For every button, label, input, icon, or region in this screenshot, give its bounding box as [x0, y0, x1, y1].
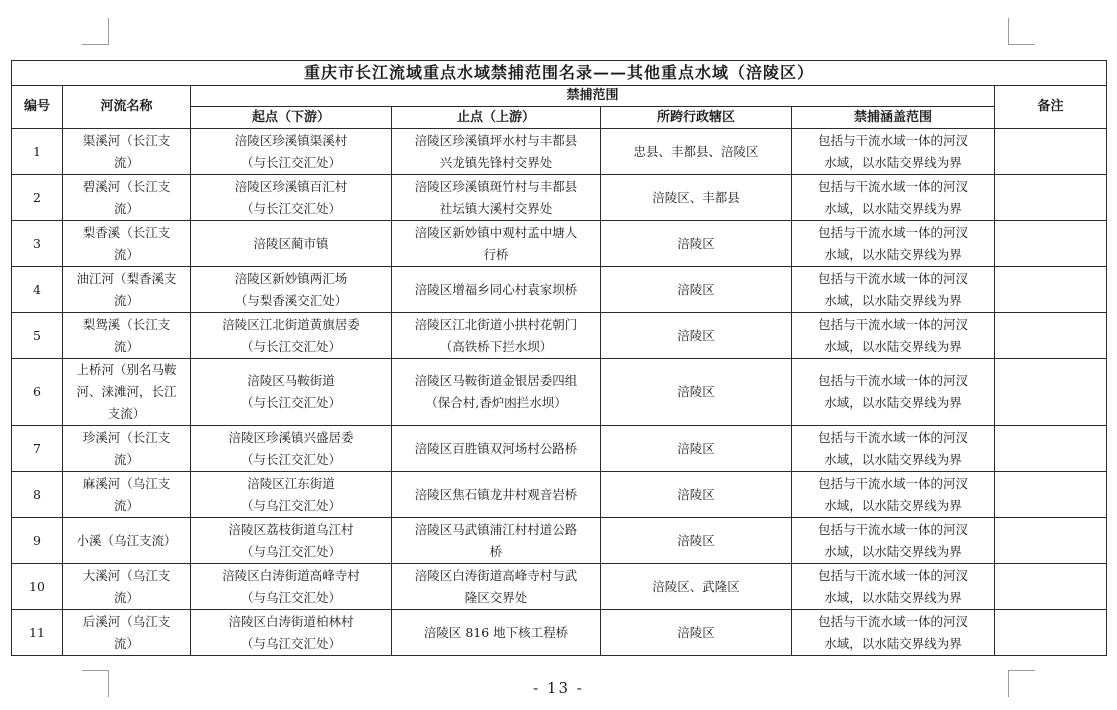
coverage-line: 包括与干流水域一体的河汊	[817, 132, 968, 148]
row-number	[12, 610, 63, 656]
river-name-line: 流）	[113, 589, 139, 605]
start-point-line: 涪陵区白涛街道高峰寺村	[222, 567, 360, 583]
start-point	[191, 359, 392, 426]
river-name-line: 上桥河（别名马鞍	[76, 362, 177, 377]
end-point-line: 涪陵区江北街道小拱村花朝门	[414, 316, 578, 332]
end-point-line: （高铁桥下拦水坝）	[439, 338, 553, 354]
header-river-name: 河流名称	[63, 86, 191, 129]
row-number	[12, 267, 63, 313]
start-point-line: （与长江交汇处）	[240, 338, 341, 354]
river-name-line: 碧溪河（长江支	[82, 178, 171, 194]
start-point-line: 涪陵区蔺市镇	[253, 235, 329, 251]
start-point-line: 涪陵区江东街道	[247, 475, 335, 491]
row-number-line: 5	[33, 327, 41, 343]
start-point-line: 涪陵区珍溪镇渠溪村	[234, 132, 348, 148]
start-point	[191, 313, 392, 359]
crop-mark-top-left	[82, 18, 109, 45]
start-point	[191, 267, 392, 313]
districts	[601, 129, 792, 175]
coverage-line: 水域，以水陆交界线为界	[824, 154, 962, 170]
coverage-line: 包括与干流水域一体的河汊	[817, 475, 968, 491]
row-number	[12, 564, 63, 610]
coverage	[792, 610, 995, 656]
districts-line: 涪陵区	[677, 486, 715, 502]
end-point-line: 涪陵区白涛街道高峰寺村与武	[414, 567, 578, 583]
row-number-line: 8	[33, 486, 41, 502]
header-remarks: 备注	[995, 86, 1107, 129]
districts	[601, 313, 792, 359]
start-point	[191, 175, 392, 221]
end-point-line: 涪陵区珍溪镇坪水村与丰都县	[414, 132, 578, 148]
start-point	[191, 564, 392, 610]
remarks	[995, 359, 1107, 426]
row-number	[12, 221, 63, 267]
coverage-line: 水域，以水陆交界线为界	[824, 635, 962, 651]
coverage	[792, 221, 995, 267]
districts	[601, 221, 792, 267]
remarks	[995, 175, 1107, 221]
header-no: 编号	[12, 86, 63, 129]
row-number	[12, 518, 63, 564]
start-point-line: （与长江交汇处）	[240, 200, 341, 216]
end-point	[392, 359, 601, 426]
coverage-line: 包括与干流水域一体的河汊	[817, 429, 968, 445]
coverage	[792, 472, 995, 518]
remarks	[995, 564, 1107, 610]
river-name-line: 渠溪河（长江支	[82, 132, 171, 148]
start-point-line: 涪陵区江北街道黄旗居委	[222, 316, 360, 332]
coverage	[792, 564, 995, 610]
start-point-line: 涪陵区珍溪镇兴盛居委	[228, 429, 354, 445]
river-name-line: 小溪（乌江支流）	[76, 532, 177, 548]
river-name	[63, 221, 191, 267]
coverage-line: 水域，以水陆交界线为界	[824, 589, 962, 605]
end-point	[392, 610, 601, 656]
end-point	[392, 426, 601, 472]
districts-line: 忠县、丰都县、涪陵区	[633, 143, 759, 159]
end-point-line: 涪陵区新妙镇中观村孟中塘人	[414, 224, 578, 240]
river-name	[63, 518, 191, 564]
coverage-line: 水域，以水陆交界线为界	[824, 338, 962, 354]
row-number-line: 4	[33, 281, 41, 297]
remarks	[995, 610, 1107, 656]
row-number	[12, 472, 63, 518]
remarks	[995, 518, 1107, 564]
river-name-line: 支流）	[107, 406, 146, 421]
start-point-line: （与乌江交汇处）	[240, 635, 341, 651]
districts-line: 涪陵区、丰都县	[652, 189, 740, 205]
row-number	[12, 426, 63, 472]
river-name-line: 大溪河（乌江支	[82, 567, 171, 583]
table-row	[12, 129, 1107, 175]
end-point-line: 涪陵区增福乡同心村袁家坝桥	[414, 281, 578, 297]
districts-line: 涪陵区	[677, 281, 715, 297]
start-point-line: （与乌江交汇处）	[240, 497, 341, 513]
start-point-line: 涪陵区珍溪镇百汇村	[234, 178, 348, 194]
start-point-line: 涪陵区马鞍街道	[247, 373, 335, 388]
table-row	[12, 313, 1107, 359]
districts	[601, 175, 792, 221]
coverage	[792, 129, 995, 175]
remarks	[995, 267, 1107, 313]
header-coverage: 禁捕涵盖范围	[792, 107, 995, 129]
table-row	[12, 518, 1107, 564]
river-name-line: 流）	[113, 497, 139, 513]
end-point-line: 涪陵区马鞍街道金银居委四组	[414, 373, 578, 388]
districts-line: 涪陵区	[677, 235, 715, 251]
river-name-line: 流）	[113, 292, 139, 308]
coverage-line: 包括与干流水域一体的河汊	[817, 270, 968, 286]
districts-line: 涪陵区	[677, 624, 715, 640]
river-name-line: 油江河（梨香溪支	[76, 270, 177, 286]
river-name-line: 珍溪河（长江支	[82, 429, 171, 445]
coverage-line: 包括与干流水域一体的河汊	[817, 521, 968, 537]
coverage-line: 水域，以水陆交界线为界	[824, 451, 962, 467]
table-title: 重庆市长江流域重点水域禁捕范围名录——其他重点水域（涪陵区）	[12, 61, 1107, 86]
end-point	[392, 221, 601, 267]
coverage-line: 包括与干流水域一体的河汊	[817, 613, 968, 629]
river-name-line: 梨香溪（长江支	[82, 224, 171, 240]
page-number: - 13 -	[533, 679, 584, 697]
river-name-line: 麻溪河（乌江支	[82, 475, 171, 491]
coverage	[792, 518, 995, 564]
row-number	[12, 129, 63, 175]
start-point-line: （与梨香溪交汇处）	[234, 292, 348, 308]
end-point	[392, 564, 601, 610]
end-point-line: 行桥	[483, 246, 509, 262]
districts-line: 涪陵区	[677, 532, 715, 548]
table-row	[12, 426, 1107, 472]
districts-line: 涪陵区、武隆区	[652, 578, 740, 594]
start-point-line: 涪陵区白涛街道柏林村	[228, 613, 354, 629]
header-districts: 所跨行政辖区	[601, 107, 792, 129]
row-number-line: 11	[29, 624, 45, 640]
row-number-line: 6	[33, 384, 41, 399]
row-number	[12, 175, 63, 221]
river-name	[63, 472, 191, 518]
districts-line: 涪陵区	[677, 327, 715, 343]
crop-mark-top-right	[1008, 18, 1035, 45]
districts	[601, 610, 792, 656]
row-number-line: 7	[33, 440, 41, 456]
start-point-line: （与长江交汇处）	[240, 451, 341, 467]
coverage	[792, 267, 995, 313]
header-ban-range: 禁捕范围	[191, 86, 995, 107]
start-point	[191, 129, 392, 175]
row-number	[12, 313, 63, 359]
table-row	[12, 359, 1107, 426]
end-point-line: 桥	[489, 543, 503, 559]
remarks	[995, 313, 1107, 359]
coverage-line: 包括与干流水域一体的河汊	[817, 178, 968, 194]
coverage	[792, 175, 995, 221]
river-name-line: 流）	[113, 338, 139, 354]
districts-line: 涪陵区	[677, 440, 715, 456]
districts	[601, 472, 792, 518]
districts	[601, 518, 792, 564]
coverage-line: 水域，以水陆交界线为界	[824, 200, 962, 216]
table-row	[12, 564, 1107, 610]
river-name	[63, 175, 191, 221]
river-name	[63, 426, 191, 472]
remarks	[995, 221, 1107, 267]
coverage	[792, 359, 995, 426]
coverage	[792, 313, 995, 359]
coverage-line: 包括与干流水域一体的河汊	[817, 316, 968, 332]
remarks	[995, 426, 1107, 472]
end-point-line: （保合村,香炉凼拦水坝）	[425, 395, 567, 410]
districts	[601, 267, 792, 313]
end-point	[392, 472, 601, 518]
end-point-line: 社坛镇大溪村交界处	[439, 200, 553, 216]
row-number-line: 1	[33, 143, 41, 159]
river-name-line: 河、涞滩河，长江	[76, 384, 177, 399]
districts	[601, 426, 792, 472]
coverage-line: 水域，以水陆交界线为界	[824, 543, 962, 559]
coverage-line: 包括与干流水域一体的河汊	[817, 224, 968, 240]
start-point-line: （与乌江交汇处）	[240, 589, 341, 605]
river-name	[63, 564, 191, 610]
river-name	[63, 610, 191, 656]
end-point-line: 涪陵区珍溪镇斑竹村与丰都县	[414, 178, 578, 194]
start-point	[191, 221, 392, 267]
start-point	[191, 472, 392, 518]
fishing-ban-register-table	[11, 60, 1107, 656]
table-row	[12, 221, 1107, 267]
coverage-line: 水域，以水陆交界线为界	[824, 292, 962, 308]
coverage-line: 水域，以水陆交界线为界	[824, 395, 962, 410]
river-name-line: 流）	[113, 246, 139, 262]
end-point-line: 涪陵区 816 地下核工程桥	[423, 624, 569, 640]
river-name-line: 流）	[113, 154, 139, 170]
remarks	[995, 472, 1107, 518]
districts-line: 涪陵区	[677, 384, 715, 399]
river-name	[63, 267, 191, 313]
start-point	[191, 426, 392, 472]
row-number-line: 3	[33, 235, 41, 251]
start-point-line: 涪陵区荔枝街道乌江村	[228, 521, 354, 537]
end-point	[392, 267, 601, 313]
start-point-line: （与长江交汇处）	[240, 395, 341, 410]
end-point-line: 兴龙镇先锋村交界处	[439, 154, 553, 170]
row-number-line: 10	[29, 578, 45, 594]
start-point-line: （与长江交汇处）	[240, 154, 341, 170]
remarks	[995, 129, 1107, 175]
river-name-line: 后溪河（乌江支	[82, 613, 171, 629]
header-end: 止点（上游）	[392, 107, 601, 129]
end-point-line: 涪陵区焦石镇龙井村观音岩桥	[414, 486, 578, 502]
start-point	[191, 610, 392, 656]
end-point-line: 隆区交界处	[464, 589, 528, 605]
coverage-line: 水域，以水陆交界线为界	[824, 497, 962, 513]
table-row	[12, 175, 1107, 221]
header-start: 起点（下游）	[191, 107, 392, 129]
end-point	[392, 175, 601, 221]
end-point	[392, 518, 601, 564]
start-point	[191, 518, 392, 564]
coverage-line: 包括与干流水域一体的河汊	[817, 567, 968, 583]
river-name	[63, 129, 191, 175]
coverage-line: 水域，以水陆交界线为界	[824, 246, 962, 262]
start-point-line: 涪陵区新妙镇两汇场	[234, 270, 348, 286]
river-name-line: 梨鸳溪（长江支	[82, 316, 171, 332]
table-row	[12, 472, 1107, 518]
districts	[601, 359, 792, 426]
row-number	[12, 359, 63, 426]
end-point	[392, 313, 601, 359]
coverage-line: 包括与干流水域一体的河汊	[817, 373, 968, 388]
end-point	[392, 129, 601, 175]
river-name-line: 流）	[113, 200, 139, 216]
districts	[601, 564, 792, 610]
start-point-line: （与乌江交汇处）	[240, 543, 341, 559]
river-name	[63, 359, 191, 426]
table-row	[12, 267, 1107, 313]
river-name	[63, 313, 191, 359]
end-point-line: 涪陵区百胜镇双河场村公路桥	[414, 440, 578, 456]
river-name-line: 流）	[113, 635, 139, 651]
table-body	[12, 129, 1107, 656]
end-point-line: 涪陵区马武镇浦江村村道公路	[414, 521, 578, 537]
coverage	[792, 426, 995, 472]
row-number-line: 9	[33, 532, 41, 548]
table-row	[12, 610, 1107, 656]
row-number-line: 2	[33, 189, 41, 205]
river-name-line: 流）	[113, 451, 139, 467]
